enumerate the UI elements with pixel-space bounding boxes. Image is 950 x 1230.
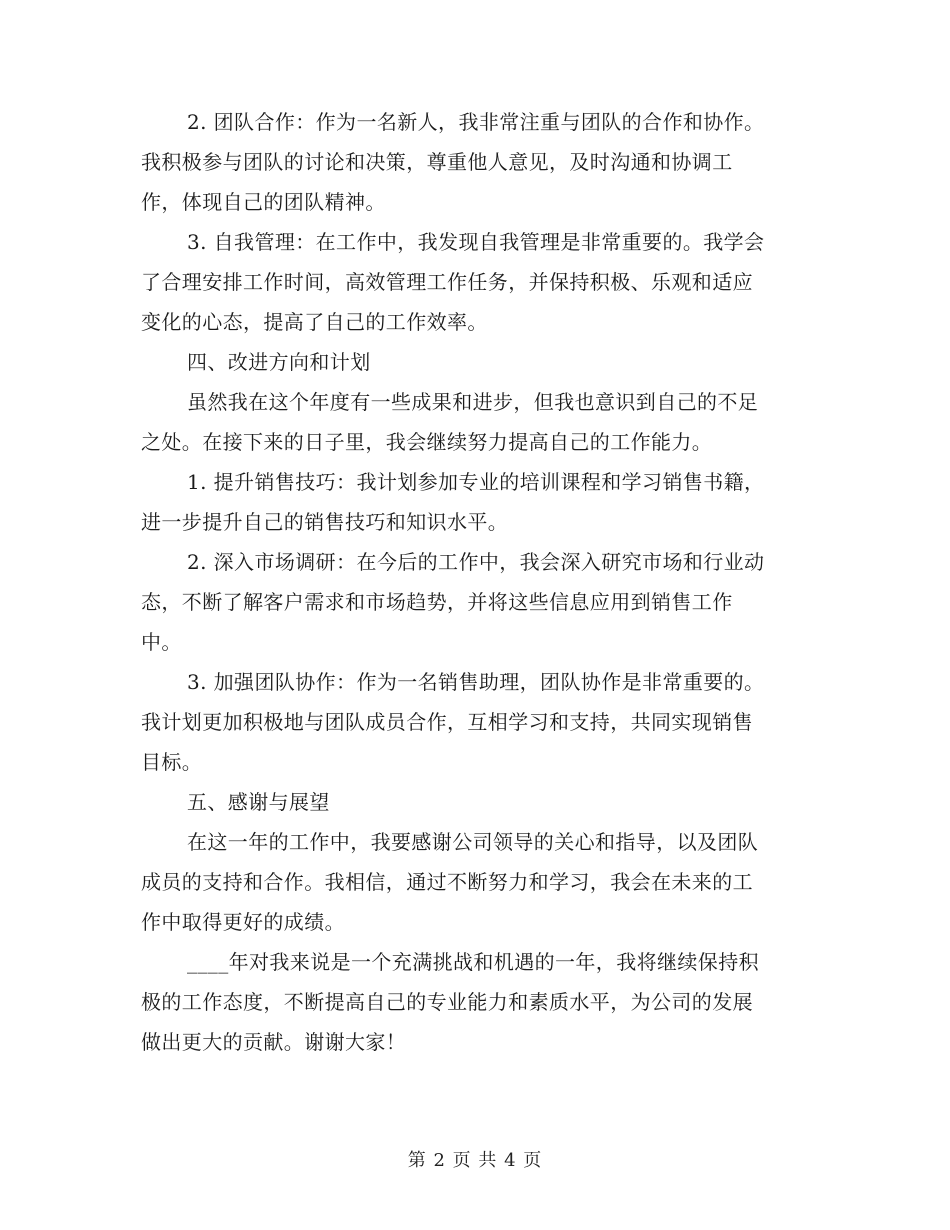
paragraph-line: 在这一年的工作中，我要感谢公司领导的关心和指导，以及团队 [187,830,759,854]
paragraph-line: 变化的心态，提高了自己的工作效率。 [141,310,488,334]
page-number-footer: 第 2 页 共 4 页 [407,1150,543,1171]
paragraph-thanks [141,822,811,942]
paragraph-line: 极的工作态度，不断提高自己的专业能力和素质水平，为公司的发展 [141,990,753,1014]
section-heading: 五、感谢与展望 [187,790,330,814]
paragraph-line: 进一步提升自己的销售技巧和知识水平。 [141,510,509,534]
paragraph-line: 了合理安排工作时间，高效管理工作任务，并保持积极、乐观和适应 [141,270,753,294]
paragraph-line: 3. 加强团队协作：作为一名销售助理，团队协作是非常重要的。 [187,670,765,694]
paragraph-line: 态，不断了解客户需求和市场趋势，并将这些信息应用到销售工作 [141,590,733,614]
paragraph-market-research [141,542,811,662]
paragraph-line: 我计划更加积极地与团队成员合作，互相学习和支持，共同实现销售 [141,710,753,734]
paragraph-line: 1. 提升销售技巧：我计划参加专业的培训课程和学习销售书籍， [187,470,765,494]
section-heading-improvement [141,342,811,382]
paragraph-line: 做出更大的贡献。谢谢大家！ [141,1030,407,1054]
paragraph-line: 2. 团队合作：作为一名新人，我非常注重与团队的合作和协作。 [187,110,765,134]
paragraph-team-cooperation [141,102,811,222]
paragraph-line: 中。 [141,630,182,654]
paragraph-line: 虽然我在这个年度有一些成果和进步，但我也意识到自己的不足 [187,390,759,414]
section-heading: 四、改进方向和计划 [187,350,371,374]
paragraph-line: 我积极参与团队的讨论和决策，尊重他人意见，及时沟通和协调工 [141,150,733,174]
document-body [141,102,811,1062]
paragraph-improvement-intro [141,382,811,462]
paragraph-team-collaboration [141,662,811,782]
paragraph-line: 成员的支持和合作。我相信，通过不断努力和学习，我会在未来的工 [141,870,753,894]
section-heading-thanks [141,782,811,822]
paragraph-self-management [141,222,811,342]
paragraph-line: 之处。在接下来的日子里，我会继续努力提高自己的工作能力。 [141,430,713,454]
paragraph-outlook [141,942,811,1062]
paragraph-sales-skills [141,462,811,542]
paragraph-line: ____年对我来说是一个充满挑战和机遇的一年，我将继续保持积 [187,950,759,974]
paragraph-line: 作，体现自己的团队精神。 [141,190,386,214]
paragraph-line: 2. 深入市场调研：在今后的工作中，我会深入研究市场和行业动 [187,550,765,574]
paragraph-line: 目标。 [141,750,203,774]
paragraph-line: 3. 自我管理：在工作中，我发现自我管理是非常重要的。我学会 [187,230,765,254]
paragraph-line: 作中取得更好的成绩。 [141,910,345,934]
